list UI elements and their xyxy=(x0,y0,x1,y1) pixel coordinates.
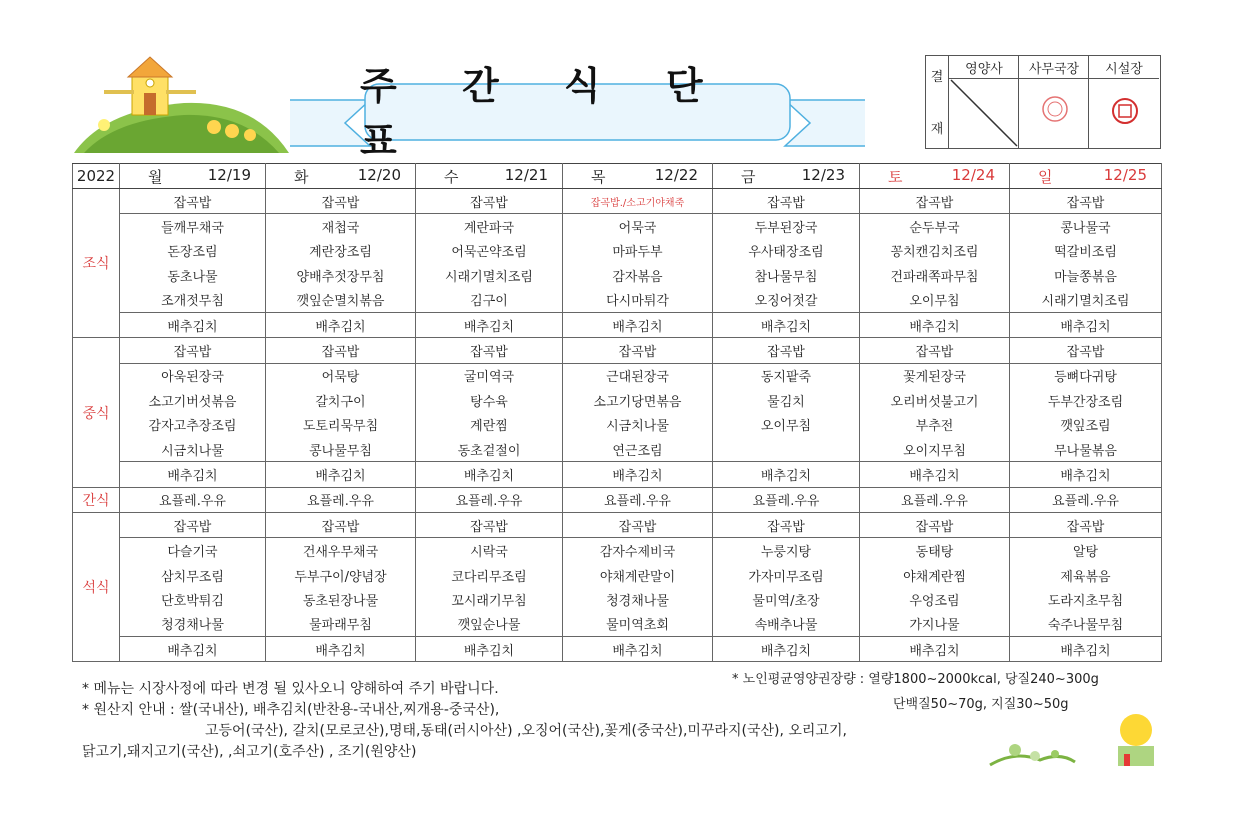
flower-decoration-icon xyxy=(985,730,1080,770)
menu-item-cell: 배추김치 xyxy=(1010,637,1162,662)
origin-info-line3: 닭고기,돼지고기(국산), ,쇠고기(호주산) , 조기(원양산) xyxy=(82,744,417,760)
approval-role-office-manager: 사무국장 xyxy=(1019,56,1089,79)
table-row xyxy=(73,338,1162,363)
table-row xyxy=(73,288,1162,313)
menu-item-cell: 두부구이/양념장 xyxy=(266,563,416,587)
menu-item-cell: 잡곡밥 xyxy=(416,338,563,363)
tree-decoration-icon xyxy=(1112,710,1160,768)
origin-info-line1: * 원산지 안내 : 쌀(국내산), 배추김치(반찬용-국내산,찌개용-중국산), xyxy=(82,702,500,718)
menu-item-cell: 배추김치 xyxy=(416,462,563,487)
menu-item-cell: 감자수제비국 xyxy=(563,538,713,563)
table-row xyxy=(73,189,1162,214)
meal-label: 석식 xyxy=(73,513,120,662)
nutrition-guideline-line1: * 노인평균영양권장량 : 열량1800~2000kcal, 당질240~300g xyxy=(732,672,1099,687)
menu-item-cell: 돈장조림 xyxy=(120,239,266,263)
page-title: 주 간 식 단 표 xyxy=(360,64,729,163)
menu-item-cell: 알탕 xyxy=(1010,538,1162,563)
menu-item-cell: 배추김치 xyxy=(860,462,1010,487)
menu-item-cell: 잡곡밥 xyxy=(1010,513,1162,538)
menu-item-cell: 조개젓무침 xyxy=(120,288,266,313)
day-label xyxy=(713,166,859,187)
menu-item-cell: 순두부국 xyxy=(860,214,1010,239)
menu-item-cell: 배추김치 xyxy=(120,312,266,337)
menu-item-cell: 동초겉절이 xyxy=(416,437,563,462)
day-date: 12/25 xyxy=(1103,165,1147,184)
menu-item-cell: 물미역/초장 xyxy=(713,587,860,611)
menu-item-cell: 물미역초회 xyxy=(563,612,713,637)
menu-item-cell: 배추김치 xyxy=(416,637,563,662)
menu-item-cell: 콩나물무침 xyxy=(266,437,416,462)
approval-role-director: 시설장 xyxy=(1089,56,1159,79)
menu-item-cell: 배추김치 xyxy=(1010,312,1162,337)
year-cell: 2022 xyxy=(73,164,120,189)
menu-item-cell: 요플레.우유 xyxy=(416,487,563,512)
table-row xyxy=(73,214,1162,239)
menu-item-cell: 배추김치 xyxy=(563,312,713,337)
menu-item-cell: 부추전 xyxy=(860,413,1010,437)
menu-item-cell: 물김치 xyxy=(713,388,860,412)
menu-item-cell: 배추김치 xyxy=(266,312,416,337)
table-row xyxy=(73,487,1162,512)
menu-item-cell: 양배추젓장무침 xyxy=(266,263,416,287)
menu-item-cell: 어묵국 xyxy=(563,214,713,239)
menu-item-cell: 근대된장국 xyxy=(563,363,713,388)
menu-item-cell: 탕수육 xyxy=(416,388,563,412)
meal-label: 조식 xyxy=(73,189,120,338)
menu-item-cell: 시금치나물 xyxy=(120,437,266,462)
menu-item-cell: 배추김치 xyxy=(1010,462,1162,487)
menu-item-cell: 배추김치 xyxy=(860,637,1010,662)
menu-item-cell: 가지나물 xyxy=(860,612,1010,637)
day-header-row xyxy=(73,164,1162,189)
menu-item-cell: 두부된장국 xyxy=(713,214,860,239)
menu-item-cell: 청경채나물 xyxy=(563,587,713,611)
day-date: 12/22 xyxy=(654,165,698,184)
menu-item-cell: 콩나물국 xyxy=(1010,214,1162,239)
day-header-cell xyxy=(266,164,416,189)
menu-item-cell: 꼬시래기무침 xyxy=(416,587,563,611)
menu-item-cell: 어묵곤약조림 xyxy=(416,239,563,263)
menu-item-cell: 배추김치 xyxy=(416,312,563,337)
menu-item-cell: 배추김치 xyxy=(713,637,860,662)
menu-item-cell: 요플레.우유 xyxy=(563,487,713,512)
menu-item-cell: 요플레.우유 xyxy=(713,487,860,512)
menu-item-cell: 다슬기국 xyxy=(120,538,266,563)
menu-item-cell: 잡곡밥 xyxy=(120,189,266,214)
day-date: 12/19 xyxy=(207,165,251,184)
menu-item-cell: 동초나물 xyxy=(120,263,266,287)
day-header-cell xyxy=(860,164,1010,189)
menu-item-cell: 참나물무침 xyxy=(713,263,860,287)
day-name: 일 xyxy=(1038,167,1053,186)
menu-item-cell: 깻잎순나물 xyxy=(416,612,563,637)
day-label xyxy=(266,166,415,187)
menu-item-cell: 잡곡밥 xyxy=(713,338,860,363)
table-row xyxy=(73,388,1162,412)
menu-item-cell: 도라지초무침 xyxy=(1010,587,1162,611)
menu-item-cell: 들깨무채국 xyxy=(120,214,266,239)
menu-item-cell: 도토리묵무침 xyxy=(266,413,416,437)
seal-stamp-icon xyxy=(1111,96,1139,126)
menu-item-cell: 잡곡밥 xyxy=(563,513,713,538)
menu-item-cell: 잡곡밥 xyxy=(266,513,416,538)
table-row xyxy=(73,263,1162,287)
approval-label-top: 결 xyxy=(930,70,944,85)
day-name: 화 xyxy=(294,167,309,186)
menu-item-cell: 누룽지탕 xyxy=(713,538,860,563)
menu-item-cell: 오이무침 xyxy=(860,288,1010,313)
menu-item-cell: 오리버섯불고기 xyxy=(860,388,1010,412)
menu-item-cell: 잡곡밥 xyxy=(1010,189,1162,214)
menu-item-cell: 동태탕 xyxy=(860,538,1010,563)
table-row xyxy=(73,513,1162,538)
menu-item-cell: 시락국 xyxy=(416,538,563,563)
approval-signature-box xyxy=(925,55,1161,149)
menu-item-cell: 갈치구이 xyxy=(266,388,416,412)
menu-item-cell: 청경채나물 xyxy=(120,612,266,637)
menu-item-cell: 시금치나물 xyxy=(563,413,713,437)
menu-item-cell: 재첩국 xyxy=(266,214,416,239)
menu-item-cell: 떡갈비조림 xyxy=(1010,239,1162,263)
day-label xyxy=(120,166,265,187)
day-label xyxy=(860,166,1009,187)
menu-item-cell: 단호박튀김 xyxy=(120,587,266,611)
table-row xyxy=(73,587,1162,611)
origin-info-line2: 고등어(국산), 갈치(모로코산),명태,동태(러시아산) ,오징어(국산),꽃게(중국산),미꾸라지(국산), 오리고기, xyxy=(205,723,847,739)
menu-item-cell: 아욱된장국 xyxy=(120,363,266,388)
day-name: 월 xyxy=(148,167,163,186)
table-row xyxy=(73,462,1162,487)
menu-item-cell: 등뼈다귀탕 xyxy=(1010,363,1162,388)
menu-item-cell: 잡곡밥 xyxy=(713,189,860,214)
table-row xyxy=(73,413,1162,437)
menu-item-cell: 배추김치 xyxy=(563,462,713,487)
day-name: 토 xyxy=(888,167,903,186)
menu-item-cell: 마늘쫑볶음 xyxy=(1010,263,1162,287)
menu-item-cell: 계란파국 xyxy=(416,214,563,239)
menu-item-cell: 동초된장나물 xyxy=(266,587,416,611)
table-row xyxy=(73,239,1162,263)
day-header-cell xyxy=(1010,164,1162,189)
table-row xyxy=(73,312,1162,337)
menu-item-cell: 동지팥죽 xyxy=(713,363,860,388)
menu-item-cell: 요플레.우유 xyxy=(120,487,266,512)
day-name: 목 xyxy=(591,167,606,186)
menu-item-cell: 잡곡밥 xyxy=(860,338,1010,363)
menu-item-cell: 잡곡밥 xyxy=(1010,338,1162,363)
menu-item-cell: 오징어젓갈 xyxy=(713,288,860,313)
menu-change-note: * 메뉴는 시장사정에 따라 변경 될 있사오니 양해하여 주기 바랍니다. xyxy=(82,681,499,697)
menu-item-cell: 잡곡밥 xyxy=(120,513,266,538)
menu-item-cell: 굴미역국 xyxy=(416,363,563,388)
menu-item-cell: 깻잎조림 xyxy=(1010,413,1162,437)
day-date: 12/24 xyxy=(951,165,995,184)
day-label xyxy=(563,166,712,187)
menu-item-cell: 배추김치 xyxy=(563,637,713,662)
menu-item-cell: 우사태장조림 xyxy=(713,239,860,263)
day-date: 12/23 xyxy=(801,165,845,184)
table-row xyxy=(73,437,1162,462)
day-name: 수 xyxy=(444,167,459,186)
seal-stamp-icon xyxy=(1041,94,1069,124)
menu-item-cell: 연근조림 xyxy=(563,437,713,462)
day-label xyxy=(1010,166,1161,187)
approval-role-nutritionist: 영양사 xyxy=(949,56,1019,79)
menu-item-cell: 잡곡밥./소고기야채죽 xyxy=(563,189,713,214)
menu-item-cell: 깻잎순멸치볶음 xyxy=(266,288,416,313)
day-date: 12/20 xyxy=(357,165,401,184)
day-header-cell xyxy=(416,164,563,189)
table-row xyxy=(73,563,1162,587)
meal-label: 중식 xyxy=(73,338,120,487)
menu-item-cell: 야채계란찜 xyxy=(860,563,1010,587)
menu-item-cell: 배추김치 xyxy=(860,312,1010,337)
diagonal-strike-mark xyxy=(949,78,1019,148)
day-header-cell xyxy=(563,164,713,189)
menu-item-cell: 건새우무채국 xyxy=(266,538,416,563)
menu-item-cell: 오이무침 xyxy=(713,413,860,437)
menu-item-cell: 배추김치 xyxy=(266,462,416,487)
menu-item-cell: 건파래쪽파무침 xyxy=(860,263,1010,287)
menu-item-cell: 두부간장조림 xyxy=(1010,388,1162,412)
menu-item-cell: 잡곡밥 xyxy=(416,189,563,214)
menu-item-cell: 어묵탕 xyxy=(266,363,416,388)
menu-item-cell: 꽁치캔김치조림 xyxy=(860,239,1010,263)
nutrition-guideline-line2: 단백질50~70g, 지질30~50g xyxy=(893,697,1069,712)
menu-item-cell: 감자고추장조림 xyxy=(120,413,266,437)
menu-item-cell: 무나물볶음 xyxy=(1010,437,1162,462)
day-label xyxy=(416,166,562,187)
menu-item-cell: 오이지무침 xyxy=(860,437,1010,462)
church-hill-illustration xyxy=(74,55,289,153)
menu-item-cell: 잡곡밥 xyxy=(416,513,563,538)
menu-item-cell: 숙주나물무침 xyxy=(1010,612,1162,637)
menu-item-cell: 요플레.우유 xyxy=(1010,487,1162,512)
menu-item-cell: 계란장조림 xyxy=(266,239,416,263)
menu-item-cell: 감자볶음 xyxy=(563,263,713,287)
menu-item-cell: 요플레.우유 xyxy=(266,487,416,512)
meal-label: 간식 xyxy=(73,487,120,512)
day-header-cell xyxy=(713,164,860,189)
day-header-cell xyxy=(120,164,266,189)
menu-item-cell: 잡곡밥 xyxy=(563,338,713,363)
menu-item-cell: 잡곡밥 xyxy=(860,189,1010,214)
menu-item-cell: 배추김치 xyxy=(713,312,860,337)
menu-item-cell xyxy=(713,437,860,462)
menu-item-cell: 시래기멸치조림 xyxy=(416,263,563,287)
menu-item-cell: 제육볶음 xyxy=(1010,563,1162,587)
menu-item-cell: 소고기버섯볶음 xyxy=(120,388,266,412)
menu-item-cell: 배추김치 xyxy=(120,462,266,487)
day-name: 금 xyxy=(741,167,756,186)
menu-item-cell: 김구이 xyxy=(416,288,563,313)
menu-item-cell: 잡곡밥 xyxy=(860,513,1010,538)
menu-item-cell: 잡곡밥 xyxy=(266,189,416,214)
table-row xyxy=(73,538,1162,563)
menu-item-cell: 야채계란말이 xyxy=(563,563,713,587)
table-row xyxy=(73,612,1162,637)
menu-item-cell: 코다리무조림 xyxy=(416,563,563,587)
menu-item-cell: 꽃게된장국 xyxy=(860,363,1010,388)
table-row xyxy=(73,637,1162,662)
weekly-menu-table xyxy=(72,163,1162,662)
menu-item-cell: 잡곡밥 xyxy=(266,338,416,363)
menu-item-cell: 배추김치 xyxy=(120,637,266,662)
menu-item-cell: 배추김치 xyxy=(266,637,416,662)
menu-item-cell: 소고기당면볶음 xyxy=(563,388,713,412)
table-row xyxy=(73,363,1162,388)
menu-item-cell: 가자미무조림 xyxy=(713,563,860,587)
menu-item-cell: 잡곡밥 xyxy=(120,338,266,363)
menu-item-cell: 시래기멸치조림 xyxy=(1010,288,1162,313)
menu-item-cell: 우엉조림 xyxy=(860,587,1010,611)
menu-item-cell: 마파두부 xyxy=(563,239,713,263)
menu-item-cell: 다시마튀각 xyxy=(563,288,713,313)
approval-label-bottom: 재 xyxy=(930,122,944,137)
menu-item-cell: 삼치무조림 xyxy=(120,563,266,587)
menu-item-cell: 요플레.우유 xyxy=(860,487,1010,512)
menu-item-cell: 계란찜 xyxy=(416,413,563,437)
menu-item-cell: 물파래무침 xyxy=(266,612,416,637)
menu-item-cell: 속배추나물 xyxy=(713,612,860,637)
day-date: 12/21 xyxy=(504,165,548,184)
menu-item-cell: 잡곡밥 xyxy=(713,513,860,538)
menu-item-cell: 배추김치 xyxy=(713,462,860,487)
